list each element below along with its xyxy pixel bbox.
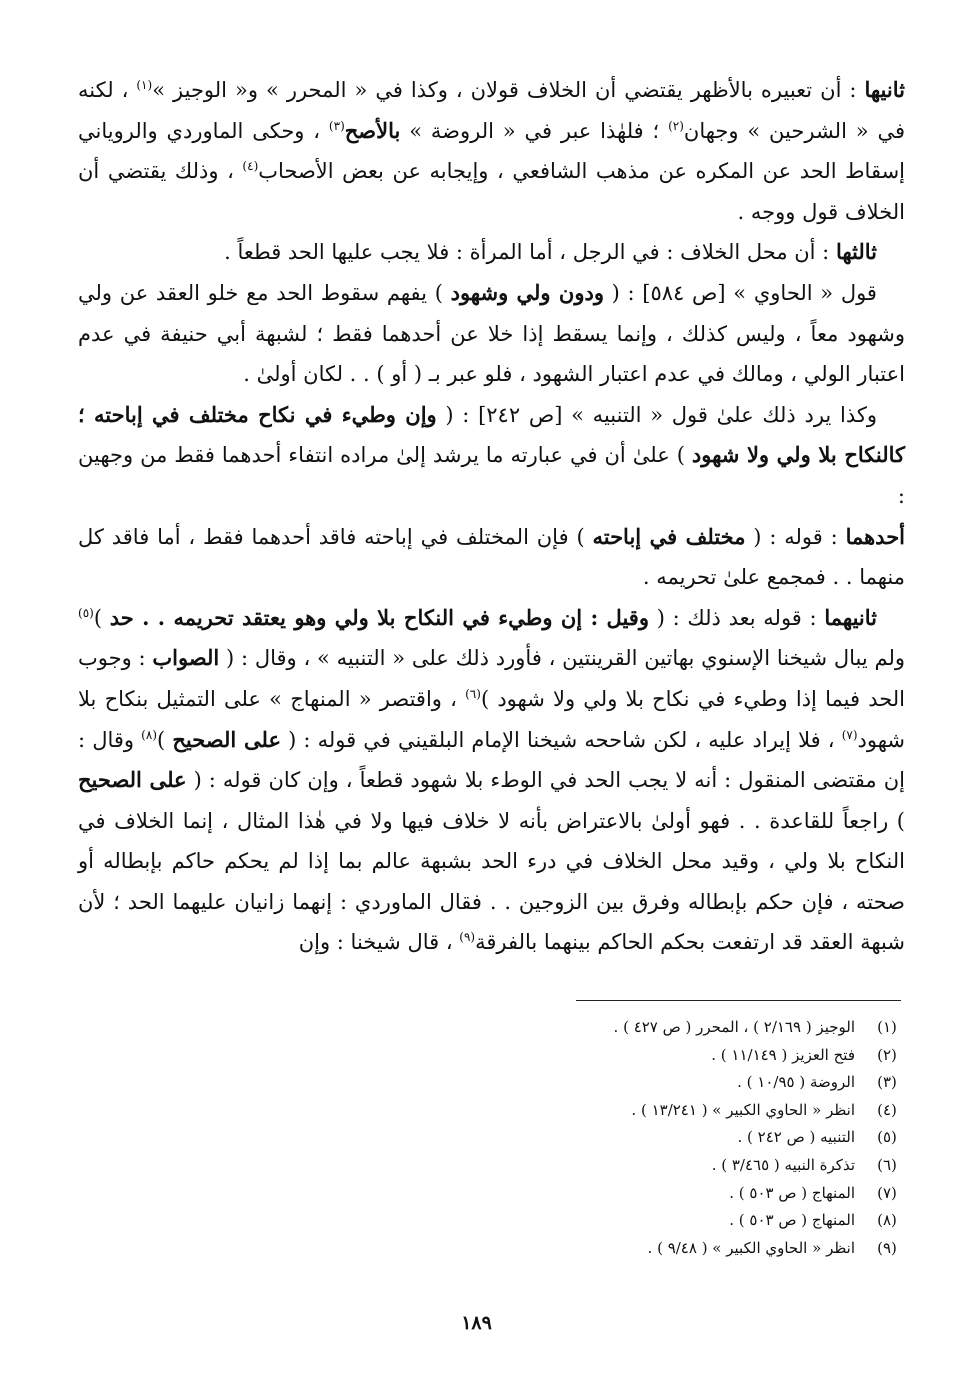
footnote-text: انظر « الحاوي الكبير » ( ٩/٤٨ ) . (647, 1238, 855, 1257)
footnote-text: المنهاج ( ص ٥٠٣ ) . (729, 1183, 855, 1202)
footnote-ref: (١) (136, 78, 153, 92)
text-run: ) (93, 605, 110, 630)
footnote-separator (576, 1000, 901, 1001)
footnote-number: (٢) (877, 1045, 897, 1064)
text-run: وقال : إن مقتضى المنقول : أنه لا يجب الحد في الوطء بلا شهود قطعاً ، وإن كان قوله : ( (78, 727, 905, 793)
main-text (78, 70, 905, 963)
bold-text: على الصحيح (78, 767, 187, 793)
footnote-item (78, 1235, 905, 1263)
text-run: ، وذلك يقتضي أن الخلاف قول ووجه . (78, 159, 905, 224)
footnote-number: (٦) (877, 1155, 897, 1174)
bold-text: مختلف في إباحته (592, 523, 746, 549)
footnote-number: (٧) (877, 1183, 897, 1202)
bold-text: وقيل : إن وطيء في النكاح بلا ولي وهو يعتقد تحريمه . . حد (109, 604, 649, 630)
text-run: : أن محل الخلاف : في الرجل ، أما المرأة : فلا يجب عليها الحد قطعاً . (224, 240, 836, 265)
footnote-ref: (٥) (78, 605, 94, 620)
text-run: ، وحكى الماوردي والروياني إسقاط الحد عن المكره عن مذهب الشافعي ، وإيجابه عن بعض الأصحاب (78, 118, 906, 184)
footnote-number: (٩) (877, 1238, 897, 1257)
text-run: ، لكنه في « الشرحين » وجهان (78, 78, 905, 143)
footnote-item (78, 1069, 905, 1097)
footnote-ref: (٨) (141, 727, 157, 742)
text-run: ، قال شيخنا : وإن (298, 930, 460, 955)
text-run: ) فإن المختلف في إباحته فاقد أحدهما فقط ، أما فاقد كل منهما . . فمجمع علىٰ تحريمه . (78, 524, 905, 590)
footnote-ref: (٦) (465, 686, 481, 701)
footnote-item (78, 1124, 905, 1152)
text-run: ) (157, 727, 173, 752)
footnote-ref: (٣) (328, 118, 345, 133)
footnote-ref: (٢) (668, 118, 684, 133)
footnote-number: (٥) (877, 1128, 897, 1147)
footnote-ref: (٤) (242, 159, 259, 174)
paragraph (78, 395, 905, 517)
footnotes (78, 1014, 905, 1262)
bold-text: وإن وطيء في نكاح مختلف في إباحته ؛ كالنكاح بلا ولي ولا شهود (78, 401, 905, 468)
footnote-item (78, 1152, 905, 1180)
text-run: ؛ فلهٰذا عبر في « الروضة » (400, 118, 669, 143)
paragraph (78, 232, 905, 273)
text-run: : وجوب الحد فيما إذا وطيء في نكاح بلا ولي ولا شهود ) (78, 646, 906, 711)
footnote-item (78, 1014, 905, 1042)
text-run: ، واقتصر « المنهاج » على التمثيل بنكاح بلا شهود (78, 686, 905, 752)
bold-text: ثالثها (835, 239, 877, 265)
footnote-item (78, 1097, 905, 1125)
paragraph (78, 70, 905, 232)
paragraph (78, 273, 905, 395)
bold-text: الصواب (152, 645, 220, 671)
text-run: : قوله بعد ذلك : ( (648, 605, 825, 630)
footnote-text: تذكرة النبيه ( ٣/٤٦٥ ) . (711, 1155, 855, 1174)
footnote-ref: (٩) (459, 930, 476, 945)
footnote-ref: (٧) (841, 727, 858, 742)
text-run: ) راجعاً للقاعدة . . فهو أولىٰ بالاعتراض بأنه لا خلاف فيها ولا في هٰذا المثال ، إنما الخلاف في النكاح بلا ولي ، وقيد محل الخلاف في درء الحد بشبهة عالم بما إذا لم يحكم حاكم بإبطاله أو صحته ، فإن حكم بإبطاله وفرق بين الزوجين . . فقال الماوردي : إنهما زانيان عليهما الحد ؛ لأن شبهة العقد قد ارتفعت بحكم الحاكم بينهما بالفرقة (78, 808, 905, 955)
footnote-text: فتح العزيز ( ١١/١٤٩ ) . (711, 1045, 855, 1064)
page-number: ١٨٩ (461, 1312, 492, 1334)
footnote-number: (٣) (877, 1073, 897, 1092)
footnote-item (78, 1042, 905, 1070)
text-run: ، فلا إيراد عليه ، لكن شاححه شيخنا الإمام البلقيني في قوله : ( (280, 727, 842, 752)
bold-text: ثانيها (864, 77, 905, 102)
text-run: : قوله : ( (745, 524, 846, 549)
footnote-number: (٤) (877, 1100, 897, 1119)
bold-text: على الصحيح (172, 726, 281, 752)
paragraph (78, 517, 905, 598)
bold-text: بالأصح (344, 117, 401, 143)
footnote-text: الروضة ( ١٠/٩٥ ) . (737, 1073, 855, 1092)
text-run: قول « الحاوي » [ص ٥٨٤] : ( (603, 280, 877, 305)
footnote-item (78, 1180, 905, 1208)
bold-text: ثانيهما (824, 604, 878, 630)
footnote-text: التنبيه ( ص ٢٤٢ ) . (737, 1128, 855, 1147)
bold-text: ودون ولي وشهود (450, 279, 604, 305)
footnote-text: انظر « الحاوي الكبير » ( ١٣/٢٤١ ) . (631, 1100, 855, 1119)
bold-text: أحدهما (845, 523, 906, 549)
text-run: وكذا يرد ذلك علىٰ قول « التنبيه » [ص ٢٤٢] : ( (436, 402, 877, 427)
text-run: ) يفهم سقوط الحد مع خلو العقد عن ولي وشهود معاً ، وليس كذلك ، وإنما يسقط إذا خلا عن أحدهما فقط ؛ لشبهة أبي حنيفة في عدم اعتبار الولي ، ومالك في عدم اعتبار الشهود ، فلو عبر بـ ( أو ) . . لكان أولىٰ . (78, 280, 905, 387)
footnote-number: (١) (877, 1018, 897, 1036)
text-run: ) علىٰ أن في عبارته ما يرشد إلىٰ مراده انتفاء أحدهما فقط من وجهين : (78, 443, 905, 508)
text-run: : أن تعبيره بالأظهر يقتضي أن الخلاف قولان ، وكذا في « المحرر » و« الوجيز » (152, 78, 865, 102)
text-run: ولم يبال شيخنا الإسنوي بهاتين القرينتين ، فأورد ذلك على « التنبيه » ، وقال : ( (219, 646, 905, 671)
footnote-item (78, 1207, 905, 1235)
footnote-text: المنهاج ( ص ٥٠٣ ) . (729, 1211, 855, 1230)
paragraph (78, 598, 905, 963)
footnote-text: الوجيز ( ٢/١٦٩ ) ، المحرر ( ص ٤٢٧ ) . (613, 1018, 855, 1036)
footnote-number: (٨) (877, 1211, 897, 1230)
